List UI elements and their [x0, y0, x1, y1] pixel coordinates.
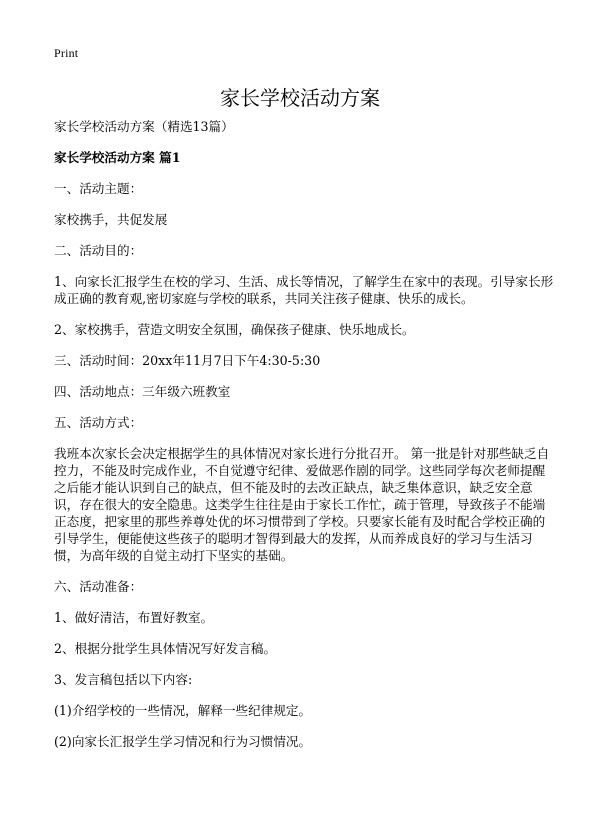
paragraph: 1、向家长汇报学生在校的学习、生活、成长等情况，了解学生在家中的表现。引导家长形成正确的教育观,密切家庭与学校的联系，共同关注孩子健康、快乐的成长。 [54, 274, 554, 306]
paragraph: 五、活动方式： [54, 415, 143, 430]
document-body [54, 118, 554, 750]
paragraph: 三、活动时间：20xx年11月7日下午4:30-5:30 [54, 353, 321, 368]
paragraph: 1、做好清洁，布置好教室。 [54, 610, 214, 625]
paragraph: 六、活动准备： [54, 579, 143, 594]
paragraph: 2、家校携手，营造文明安全氛围，确保孩子健康、快乐地成长。 [54, 322, 415, 337]
paragraph: (1)介绍学校的一些情况，解释一些纪律规定。 [54, 703, 312, 718]
document-title: 家长学校活动方案 [220, 86, 380, 110]
print-label: Print [54, 46, 79, 60]
paragraph: (2)向家长汇报学生学习情况和行为习惯情况。 [54, 734, 312, 749]
paragraph: 四、活动地点：三年级六班教室 [54, 384, 231, 399]
document-subtitle: 家长学校活动方案（精选13篇） [54, 119, 234, 134]
paragraph: 家校携手，共促发展 [54, 212, 168, 227]
paragraph: 二、活动目的： [54, 243, 143, 258]
paragraph: 我班本次家长会决定根据学生的具体情况对家长进行分批召开。 第一批是针对那些缺乏自控力，不能及时完成作业，不自觉遵守纪律、爱做恶作剧的同学。这些同学每次老师提醒之后能才能认识到自己的缺点，但不能及时的去改正缺点，缺乏集体意识，缺乏安全意识，存在很大的安全隐患。这类学生往往是由于家长工作忙，疏于管理，导致孩子不能端正态度，把家里的那些养尊处优的坏习惯带到了学校。只要家长能有及时配合学校正确的引导学生，便能使这些孩子的聪明才智得到最大的发挥，从而养成良好的学习与生活习惯，为高年级的自觉主动打下坚实的基础。 [54, 446, 550, 563]
paragraph: 3、发言稿包括以下内容: [54, 672, 193, 687]
paragraph: 一、活动主题： [54, 181, 143, 196]
paragraph: 2、根据分批学生具体情况写好发言稿。 [54, 641, 277, 656]
section-heading: 家长学校活动方案 篇1 [54, 150, 181, 165]
